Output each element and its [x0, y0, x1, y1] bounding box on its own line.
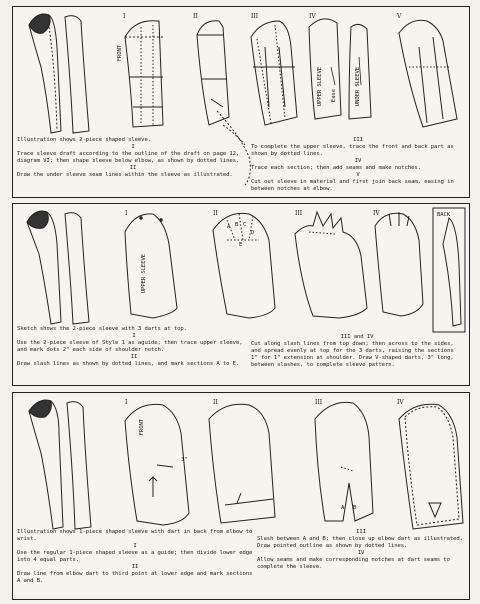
point-b-label: B [235, 222, 239, 228]
step-v-numeral: V [397, 13, 402, 20]
step-iv-diagram [375, 212, 423, 316]
section-1-left-text [17, 137, 249, 179]
note-numeral: I [133, 543, 137, 549]
step-iii-numeral: III [315, 399, 323, 406]
step-iv-numeral: IV [397, 399, 404, 406]
step-i-diagram [125, 404, 189, 525]
section-3-right-text [257, 529, 465, 571]
step-iv-diagram [399, 404, 463, 529]
step-v-diagram [399, 20, 457, 127]
paragraph: Trace each section; then add seams and make notches. [251, 165, 421, 171]
step-iii-diagram [295, 212, 367, 318]
paragraph: To complete the upper sleeve, trace the front and back part as shown by dotted lines. [251, 144, 457, 157]
step-iii-diagram [251, 21, 297, 125]
point-e-label: E [239, 242, 243, 248]
step-ii-diagram [213, 213, 275, 318]
paragraph: Trace sleeve draft according to the outline of the draft on page 12, diagram VI; then shape sleeve below elbow, as shown by dotted lines. [17, 151, 243, 164]
paragraph: Use the 2-piece sleeve of Style 1 as aguide; then trace upper sleeve, and mark dots 2" each side of shoulder notch. [17, 340, 246, 353]
note-numeral: IV [357, 550, 365, 556]
paragraph: Use the regular 1-piece shaped sleeve as a guide; then divide lower edge into 4 equal parts. [17, 550, 256, 563]
step-i-diagram [125, 214, 177, 318]
note-numeral: V [356, 172, 360, 178]
note-numeral: III [356, 529, 366, 535]
note-numeral: III [353, 137, 363, 143]
front-label: FRONT [117, 45, 123, 62]
step-i-numeral: I [123, 13, 126, 20]
section-one-piece-sleeve [12, 392, 470, 600]
upper-sleeve-label: UPPER SLEEVE [141, 254, 147, 294]
paragraph: Draw pointed outline as shown by dotted lines. [257, 543, 408, 549]
paragraph: Draw line from elbow dart to third point at lower edge and mark sections A and B. [17, 571, 256, 584]
intro: Sketch shows the 2-piece sleeve with 3 darts at top. [17, 326, 187, 332]
sleeve-sketch [29, 14, 89, 133]
section-2-right-text [251, 334, 463, 369]
section-3-left-text [17, 529, 256, 585]
point-c-label: C [243, 222, 247, 228]
step-ii-numeral: II [213, 399, 218, 406]
note-numeral: II [129, 165, 137, 171]
paragraph: Allow seams and make corresponding notches at dart seams to complete the sleeve. [257, 557, 454, 570]
step-i-diagram [125, 21, 163, 127]
front-label: FRONT [139, 419, 145, 436]
step-i-numeral: I [125, 399, 128, 406]
upper-sleeve-label: UPPER SLEEVE [317, 67, 323, 107]
point-d-label: D [251, 230, 255, 236]
intro: Illustration shows 1-piece shaped sleeve with dart in back from elbow to wrist. [17, 529, 256, 542]
note-numeral: III and IV [340, 334, 374, 340]
note-numeral: II [130, 354, 138, 360]
back-label: BACK [437, 212, 451, 218]
paragraph: Draw the under sleeve seam lines within the sleeve as illustrated. [17, 172, 233, 178]
ease-label: Ease [331, 89, 337, 103]
point-b-label: B [353, 505, 357, 511]
dart-length-label: 3" [181, 457, 188, 463]
note-numeral: I [131, 144, 135, 150]
paragraph: Slash between A and B; then close up elbow dart as illustrated. [257, 536, 463, 542]
step-ii-numeral: II [193, 13, 198, 20]
sleeve-sketch [29, 400, 91, 529]
back-figure [433, 208, 465, 332]
step-iii-diagram [315, 402, 373, 521]
note-numeral: IV [354, 158, 362, 164]
step-iv-numeral: IV [373, 210, 380, 217]
intro: Illustration shows 2-piece shaped sleeve. [17, 137, 151, 143]
paragraph: Cut out sleeve in material and first join back seam, easing in between notches at elbow. [251, 179, 457, 192]
section-2-left-text [17, 326, 251, 368]
step-ii-diagram [209, 404, 275, 523]
section-two-piece-sleeve [12, 6, 470, 198]
paragraph: Draw slash lines as shown by dotted lines, and mark sections A to E. [17, 361, 240, 367]
paragraph: Cut along slash lines from top down; then across to the sides, and spread evenly at top for the 3 darts, raising the sections 1" for 1" extension at shoulder. Draw V-shaped darts, 3" long, between slashes, to complete sleeve pattern. [251, 341, 457, 368]
step-ii-numeral: II [213, 210, 218, 217]
note-numeral: I [132, 333, 136, 339]
under-sleeve-label: UNDER SLEEVE [355, 67, 361, 107]
section-three-dart-sleeve [12, 203, 470, 386]
step-iii-numeral: III [295, 210, 303, 217]
section-1-right-text [251, 137, 465, 193]
note-numeral: II [131, 564, 139, 570]
sleeve-sketch [27, 211, 89, 324]
step-iii-numeral: III [251, 13, 259, 20]
point-a-label: A [227, 224, 231, 230]
step-iv-numeral: IV [309, 13, 316, 20]
point-a-label: A [341, 505, 345, 511]
step-i-numeral: I [125, 210, 128, 217]
